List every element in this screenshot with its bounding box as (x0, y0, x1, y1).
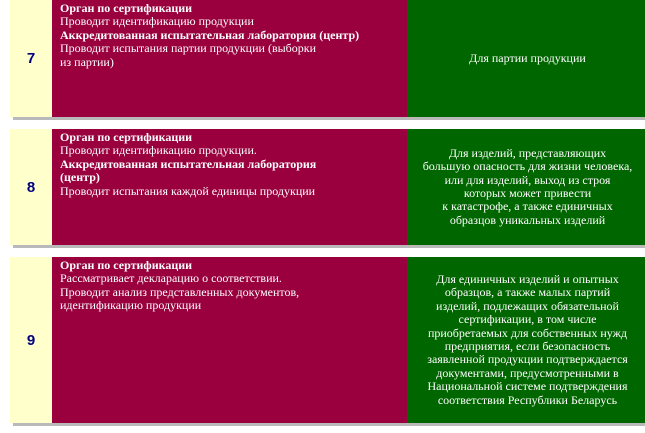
bodies-line: Проводит идентификацию продукции. (60, 143, 257, 158)
bodies-line: Аккредитованная испытательная лаборатория (центр) (60, 27, 360, 42)
bodies-line: Орган по сертификации (60, 1, 193, 15)
applicability-line: Для партии продукции (469, 50, 586, 65)
bodies-cell (52, 257, 407, 423)
applicability-line: или для изделий, выход из строя (444, 172, 611, 187)
row-7 (10, 0, 645, 117)
applicability-cell (407, 0, 645, 117)
applicability-line: документами, предусмотренными в (436, 365, 619, 380)
bodies-line: Проводит анализ представленных документов, (60, 284, 300, 299)
bodies-line: идентификацию продукции (60, 298, 202, 313)
applicability-cell (407, 257, 645, 423)
bodies-cell (52, 129, 407, 245)
applicability-line: изделий, подлежащих обязательной (436, 298, 619, 313)
bodies-line: Рассматривает декларацию о соответствии. (60, 271, 282, 286)
applicability-line: образцов уникальных изделий (449, 212, 606, 227)
row-number: 7 (10, 0, 52, 117)
bodies-line: из партии) (60, 54, 114, 69)
row-number: 8 (10, 129, 52, 245)
applicability-cell (407, 129, 645, 245)
row-number: 9 (10, 257, 52, 423)
applicability-line: предприятия, если безопасность (444, 339, 611, 353)
bodies-line: Орган по сертификации (60, 130, 193, 144)
row-9 (10, 257, 645, 423)
bodies-cell (52, 0, 407, 117)
applicability-line: заявленной продукции подтверждается (427, 352, 628, 367)
applicability-line: приобретаемых для собственных нужд (427, 325, 628, 340)
applicability-line: которых может привести (463, 186, 592, 200)
bodies-line: (центр) (60, 170, 100, 185)
bodies-line: Аккредитованная испытательная лаборатория (60, 156, 317, 171)
applicability-line: к катастрофе, а также единичных (442, 199, 613, 214)
applicability-line: сертификации, в том числе (458, 312, 597, 327)
applicability-line: образцов, а также малых партий (444, 285, 611, 300)
applicability-line: Для изделий, представляющих (448, 145, 607, 160)
row-8 (10, 129, 645, 245)
applicability-line: Для единичных изделий и опытных (436, 271, 619, 286)
applicability-line: соответствия Республики Беларусь (437, 392, 618, 407)
applicability-line: Национальной системе подтверждения (427, 379, 628, 394)
bodies-line: Проводит идентификацию продукции (60, 14, 254, 29)
applicability-line: большую опасность для жизни человека, (422, 159, 633, 174)
bodies-line: Орган по сертификации (60, 258, 193, 272)
bodies-line: Проводит испытания партии продукции (выборки (60, 41, 317, 56)
bodies-line: Проводит испытания каждой единицы продукции (60, 183, 316, 198)
